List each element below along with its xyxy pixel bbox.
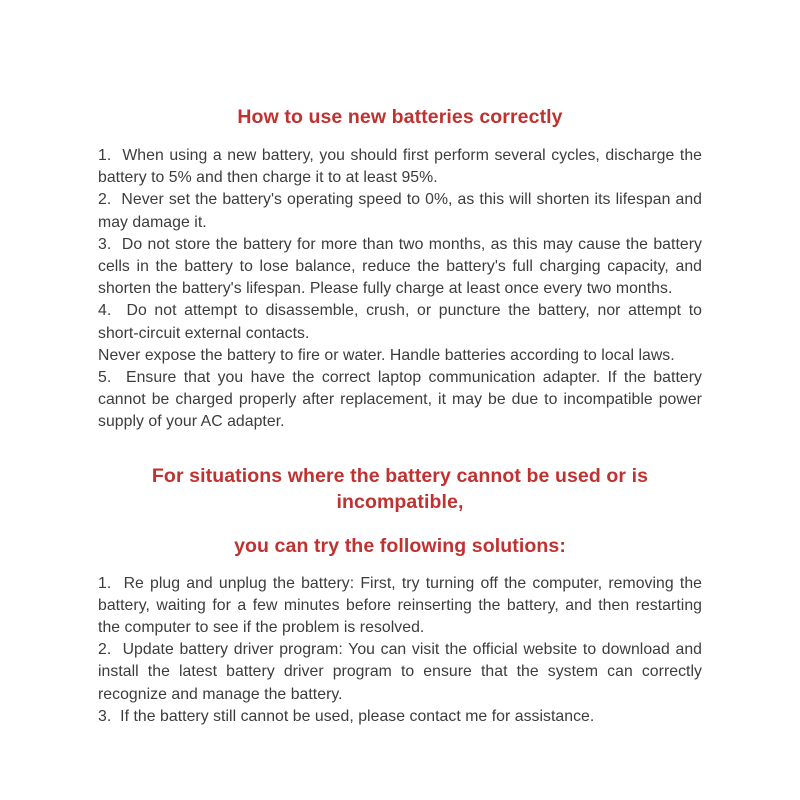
instructions-body: [98, 145, 702, 434]
instruction-item-5: 5. Ensure that you have the correct laptop communication adapter. If the battery cannot be charged properly after replacement, it may be due to incompatible power supply of your AC adapter.: [98, 369, 702, 431]
solution-item-3: 3. If the battery still cannot be used, please contact me for assistance.: [98, 707, 595, 725]
instruction-item-3: 3. Do not store the battery for more than two months, as this may cause the battery cells in the battery to lose balance, reduce the battery's full charging capacity, and shorten the battery's lifespan. Please fully charge at least once every two months.: [98, 235, 702, 298]
solutions-heading-line1: For situations where the battery cannot be used or is incompatible,: [151, 464, 649, 513]
instruction-item-1: 1. When using a new battery, you should first perform several cycles, discharge the battery to 5% and then charge it to at least 95%.: [98, 147, 702, 187]
instruction-note-fire-water: Never expose the battery to fire or water. Handle batteries according to local laws.: [98, 346, 675, 364]
solutions-heading-line2: you can try the following solutions:: [234, 534, 566, 557]
instructions-heading: How to use new batteries correctly: [237, 106, 563, 128]
solution-item-2: 2. Update battery driver program: You can visit the official website to download and install the latest battery driver program to ensure that the system can correctly recognize and manage the battery.: [98, 641, 702, 703]
solution-item-1: 1. Re plug and unplug the battery: First, try turning off the computer, removing the battery, waiting for a few minutes before reinserting the battery, and then restarting the computer to see if the problem is resolved.: [98, 574, 702, 637]
instruction-item-4: 4. Do not attempt to disassemble, crush, or puncture the battery, nor attempt to short-circuit external contacts.: [98, 302, 702, 342]
instruction-item-2: 2. Never set the battery's operating speed to 0%, as this will shorten its lifespan and may damage it.: [98, 191, 702, 231]
solutions-body: [98, 573, 702, 728]
